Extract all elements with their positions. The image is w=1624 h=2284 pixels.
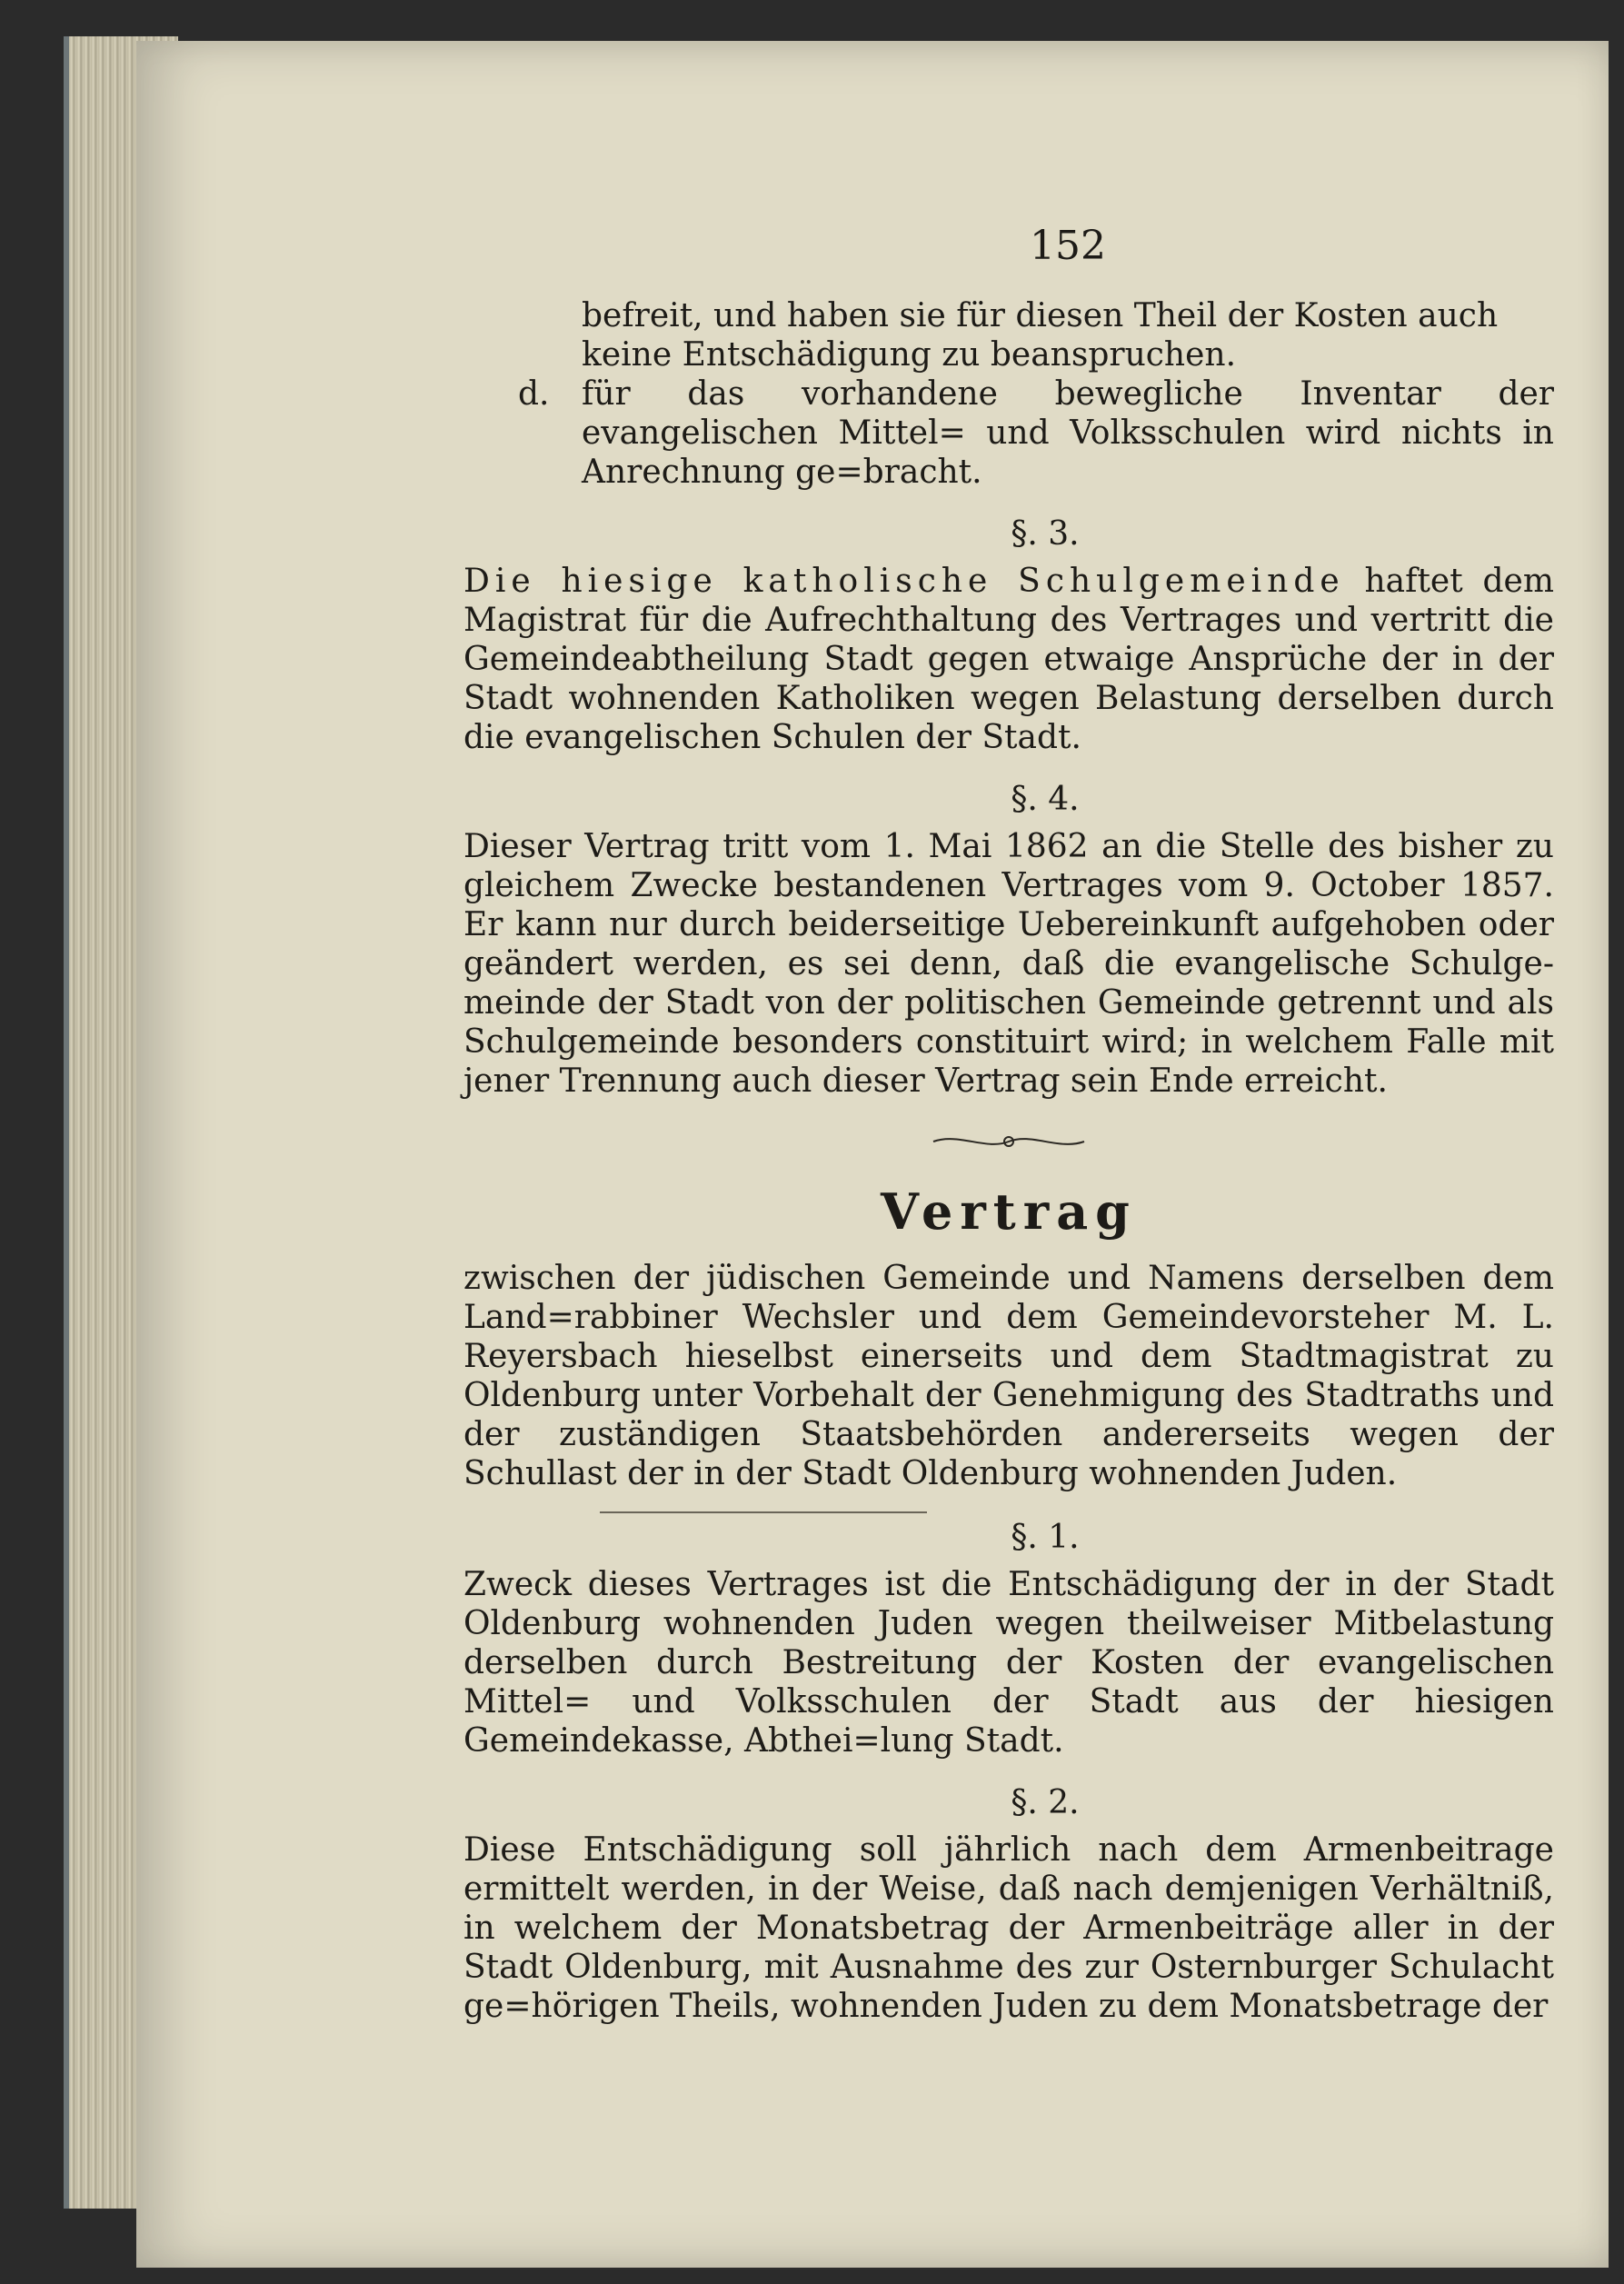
section-heading-1: §. 1. xyxy=(1011,1519,1080,1556)
book-page xyxy=(136,41,1609,2268)
section-1-text: Zweck dieses Vertrages ist die Entschädigung der in der Stadt Oldenburg wohnenden Juden wegen theilweiser Mitbelastung derselben durch Bestreitung der Kosten der evangelischen Mittel= und Volksschulen der Stadt aus der hiesigen Gemeindekasse, Abthei=lung Stadt. xyxy=(463,1566,1554,1760)
text-line: befreit, und haben sie für diesen Theil der Kosten auch xyxy=(582,297,1499,334)
section-heading-4: §. 4. xyxy=(1011,781,1080,818)
list-item-d xyxy=(463,374,1554,492)
ornament-flourish xyxy=(932,1128,1086,1155)
section-3-text xyxy=(463,562,1554,757)
section-3-lead: Die hiesige katholische Schulgemeinde xyxy=(463,563,1345,600)
list-marker: d. xyxy=(518,375,550,413)
section-4-text: Dieser Vertrag tritt vom 1. Mai 1862 an die Stelle des bisher zu gleichem Zwecke bestandenen Vertrages vom 9. October 1857. Er kann nur durch beiderseitige Uebereinkunft aufgehoben oder geändert werden, es sei denn, daß die evangelische Schulge-meinde der Stadt von der politischen Gemeinde getrennt und als Schulgemeinde besonders constituirt wird; in welchem Falle mit jener Trennung auch dieser Vertrag sein Ende erreicht. xyxy=(463,828,1554,1100)
section-heading-2: §. 2. xyxy=(1011,1784,1080,1821)
ornament-divider xyxy=(463,1128,1554,1164)
section-heading-3: §. 3. xyxy=(1011,515,1080,553)
contract-intro: zwischen der jüdischen Gemeinde und Namens derselben dem Land=rabbiner Wechsler und dem Gemeindevorsteher M. L. Reyersbach hieselbst einerseits und dem Stadtmagistrat zu Oldenburg unter Vorbehalt der Genehmigung des Stadtraths und der zuständigen Staatsbehörden andererseits wegen der Schullast der in der Stadt Oldenburg wohnenden Juden. xyxy=(463,1260,1554,1492)
contract-title: Vertrag xyxy=(881,1182,1137,1241)
text-line: keine Entschädigung zu beanspruchen. xyxy=(582,336,1237,374)
continued-paragraph xyxy=(463,296,1554,374)
section-2-text: Diese Entschädigung soll jährlich nach dem Armenbeitrage ermittelt werden, in der Weise, daß nach demjenigen Verhältniß, in welchem der Monatsbetrag der Armenbeiträge aller in der Stadt Oldenburg, mit Ausnahme des zur Osternburger Schulacht ge=hörigen Theils, wohnenden Juden zu dem Monatsbetrage der xyxy=(463,1831,1554,2025)
divider-rule xyxy=(600,1511,927,1513)
page-content xyxy=(463,177,1554,2026)
page-number: 152 xyxy=(1030,223,1106,269)
section-3-body: haftet dem Magistrat für die Aufrechthaltung des Vertrages und vertritt die Gemeindeabtheilung Stadt gegen etwaige Ansprüche der in der Stadt wohnenden Katholiken wegen Belastung derselben durch die evangelischen Schulen der Stadt. xyxy=(463,563,1554,756)
list-item-text: für das vorhandene bewegliche Inventar der evangelischen Mittel= und Volksschulen wird nichts in Anrechnung ge=bracht. xyxy=(582,375,1554,491)
